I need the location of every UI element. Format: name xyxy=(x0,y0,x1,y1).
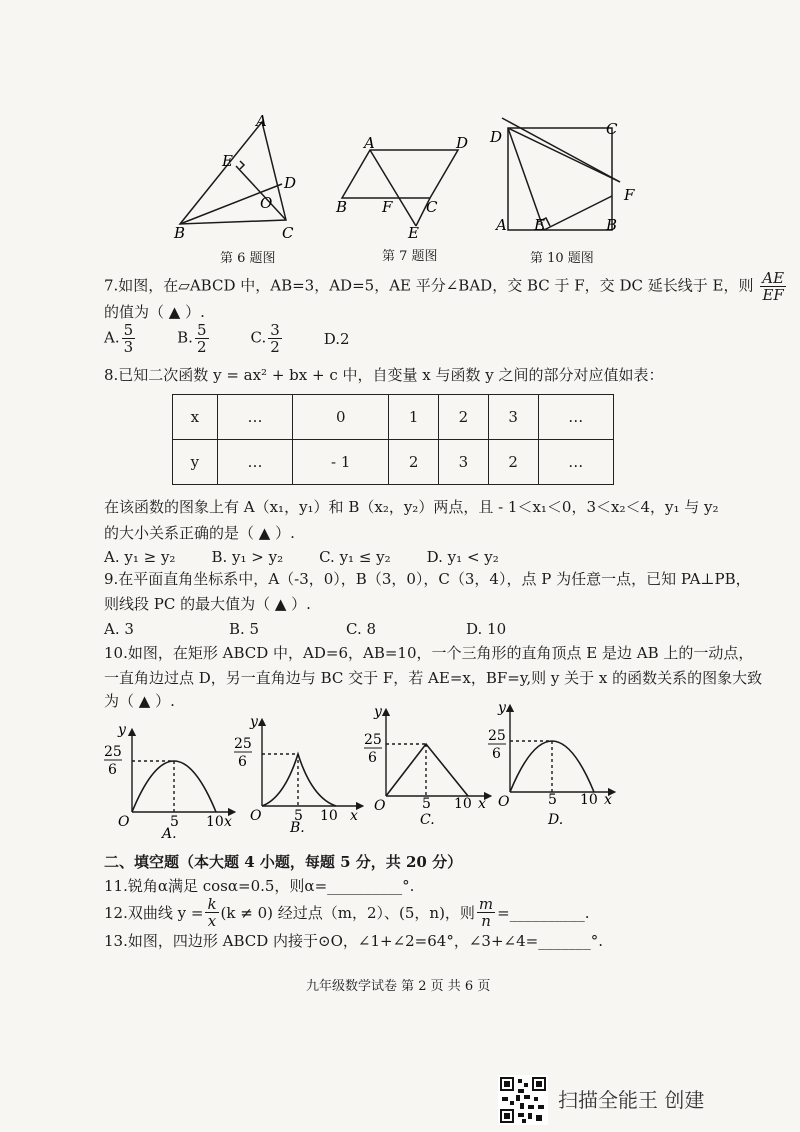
q8-cell: 1 xyxy=(389,395,439,440)
graph-b-peak-den: 6 xyxy=(238,754,247,770)
q7-option-b-key: B. xyxy=(177,328,193,347)
q7-option-b-den: 2 xyxy=(196,338,207,356)
q12-pre: 12.双曲线 y = xyxy=(104,903,204,922)
q12-den2: n xyxy=(481,912,491,930)
graph-a-x-label: x xyxy=(224,814,232,830)
q7-option-b-num: 5 xyxy=(196,321,207,339)
graph-d-x-label: x xyxy=(604,792,612,808)
q8-cell: 3 xyxy=(439,440,489,485)
q7-option-a-num: 5 xyxy=(123,321,134,339)
q7-option-a-frac xyxy=(122,322,136,355)
q7-option-c-frac xyxy=(268,322,282,355)
q8-cell: 2 xyxy=(488,440,538,485)
fig10-label-b: B xyxy=(606,216,618,234)
fig10-caption: 第 10 题图 xyxy=(530,251,594,266)
fig7-label-b: B xyxy=(336,198,348,216)
q7-option-b-frac xyxy=(195,322,209,355)
q9-option-b: B. 5 xyxy=(229,620,260,638)
q10-graph-a xyxy=(100,718,240,838)
q7-frac-num: AE xyxy=(762,269,785,287)
graph-d-key: D. xyxy=(548,812,564,825)
q10-line3: 为（ ▲ ）. xyxy=(104,692,175,710)
q12-mid: (k ≠ 0) 经过点（m，2）、(5，n)，则 xyxy=(220,903,475,922)
q7-option-c xyxy=(251,322,284,355)
q8-line3: 的大小关系正确的是（ ▲ ）. xyxy=(104,524,295,542)
page-footer: 九年级数学试卷 第 2 页 共 6 页 xyxy=(306,979,491,994)
graph-b-x-mid: 5 xyxy=(294,808,303,824)
fig6-label-o: O xyxy=(260,194,273,212)
figure-7 xyxy=(330,130,480,240)
q12-num: k xyxy=(207,895,217,913)
q8-cell: … xyxy=(538,395,613,440)
q7-option-c-den: 2 xyxy=(270,338,280,356)
q8-cell: 2 xyxy=(439,395,489,440)
q7-frac-den: EF xyxy=(762,286,784,304)
fig7-label-d: D xyxy=(456,134,469,152)
fig7-label-c: C xyxy=(426,198,438,216)
q8-cell: y xyxy=(173,440,218,485)
q8-value-table xyxy=(172,394,614,485)
graph-c-x-mid: 5 xyxy=(422,796,431,812)
graph-c-key: C. xyxy=(420,812,435,828)
scanner-watermark: 扫描全能王 创建 xyxy=(558,1088,705,1112)
q10-graph-b xyxy=(228,712,368,832)
graph-c-peak-num: 25 xyxy=(364,732,382,748)
q9-option-a: A. 3 xyxy=(104,620,134,638)
fig6-caption: 第 6 题图 xyxy=(220,251,276,266)
q12-den: x xyxy=(207,912,217,930)
q8-cell: x xyxy=(173,395,218,440)
q12-frac-k xyxy=(205,896,218,929)
fig10-label-d: D xyxy=(490,128,503,146)
graph-c-y-label: y xyxy=(374,704,382,720)
q7-options xyxy=(104,322,350,355)
q8-line2: 在该函数的图象上有 A（x₁，y₁）和 B（x₂，y₂）两点，且 - 1＜x₁＜0，3＜x₂＜4，y₁ 与 y₂ xyxy=(104,498,719,516)
q8-cell: 2 xyxy=(389,440,439,485)
graph-a-y-label: y xyxy=(118,722,126,738)
q11: 11.锐角α满足 cosα=0.5，则α=__________°. xyxy=(104,877,415,895)
q7-option-b xyxy=(177,322,210,355)
graph-b-x-end: 10 xyxy=(320,808,338,824)
q7-option-a-key: A. xyxy=(104,328,120,347)
graph-b-x-label: x xyxy=(350,808,358,824)
graph-d-y-label: y xyxy=(498,700,506,716)
q8-option-b: B. y₁ > y₂ xyxy=(211,548,284,566)
graph-b-key: B. xyxy=(290,820,305,832)
graph-b-y-label: y xyxy=(250,714,258,730)
q8-option-c: C. y₁ ≤ y₂ xyxy=(319,548,391,566)
graph-a-peak-den: 6 xyxy=(108,762,117,778)
qr-code-icon xyxy=(498,1075,548,1125)
graph-a-origin: O xyxy=(118,814,130,830)
fig10-label-c: C xyxy=(606,120,618,138)
q7-option-a-den: 3 xyxy=(123,338,134,356)
fig7-caption: 第 7 题图 xyxy=(382,249,438,264)
fig7-label-a: A xyxy=(364,134,375,152)
fig6-label-d: D xyxy=(284,174,297,192)
q7-fraction xyxy=(760,270,786,303)
q12 xyxy=(104,896,590,929)
q10-graph-c xyxy=(364,704,504,829)
q8-cell: 3 xyxy=(488,395,538,440)
graph-c-peak-den: 6 xyxy=(368,750,377,766)
fig6-label-e: E xyxy=(222,152,233,170)
graph-d-x-end: 10 xyxy=(580,792,598,808)
graph-d-origin: O xyxy=(498,794,510,810)
q12-frac-mn xyxy=(477,896,495,929)
graph-d-x-mid: 5 xyxy=(548,792,557,808)
q8-option-a: A. y₁ ≥ y₂ xyxy=(104,548,176,566)
q10-line2: 一直角边过点 D，另一直角边与 BC 交于 F，若 AE=x，BF=y,则 y 关于 x 的函数关系的图象大致 xyxy=(104,669,763,687)
figure-10 xyxy=(488,112,648,237)
fig6-label-c: C xyxy=(282,224,294,242)
graph-b-peak-num: 25 xyxy=(234,736,252,752)
q9-line2: 则线段 PC 的最大值为（ ▲ ）. xyxy=(104,595,311,613)
q7-option-c-num: 3 xyxy=(270,321,280,339)
figure-6 xyxy=(170,112,310,242)
q7-option-d-text: 2 xyxy=(340,329,350,348)
q7-text: 7.如图，在▱ABCD 中，AB=3，AD=5，AE 平分∠BAD，交 BC 于 F，交 DC 延长线于 E，则 xyxy=(104,276,754,295)
q8-option-d: D. y₁ < y₂ xyxy=(426,548,499,566)
q13: 13.如图，四边形 ABCD 内接于⊙O，∠1+∠2=64°，∠3+∠4=_______°. xyxy=(104,932,603,950)
fig6-label-a: A xyxy=(256,112,267,130)
q9-line1: 9.在平面直角坐标系中，A（-3，0），B（3，0），C（3，4），点 P 为任意一点，已知 PA⊥PB， xyxy=(104,570,751,588)
fig7-label-e: E xyxy=(408,224,419,240)
q7-stem xyxy=(104,270,788,303)
graph-a-key: A. xyxy=(162,826,177,838)
fig6-label-b: B xyxy=(174,224,186,242)
fig7-label-f: F xyxy=(382,198,393,216)
q8-cell: … xyxy=(217,440,292,485)
q12-tail: =__________. xyxy=(497,903,590,922)
fig10-label-f: F xyxy=(624,186,635,204)
q8-cell: … xyxy=(538,440,613,485)
q8-options xyxy=(104,547,499,567)
q7-option-c-key: C. xyxy=(250,328,267,347)
graph-a-peak-num: 25 xyxy=(104,744,122,760)
q8-stem: 8.已知二次函数 y = ax² + bx + c 中，自变量 x 与函数 y 之间的部分对应值如表： xyxy=(104,366,664,384)
q10-line1: 10.如图，在矩形 ABCD 中，AD=6，AB=10，一个三角形的直角顶点 E 是边 AB 上的一动点， xyxy=(104,644,754,662)
graph-b-origin: O xyxy=(250,808,262,824)
graph-c-x-label: x xyxy=(478,796,486,812)
graph-a-x-end: 10 xyxy=(206,814,224,830)
q7-option-d xyxy=(324,329,350,349)
section2-heading: 二、填空题（本大题 4 小题，每题 5 分，共 20 分） xyxy=(104,853,463,871)
q8-cell: 0 xyxy=(293,395,389,440)
fig10-label-e: E xyxy=(534,216,545,234)
graph-d-peak-num: 25 xyxy=(488,728,506,744)
graph-d-peak-den: 6 xyxy=(492,746,501,762)
graph-c-x-end: 10 xyxy=(454,796,472,812)
q12-num2: m xyxy=(478,895,494,913)
q10-graph-d xyxy=(488,700,628,825)
graph-c-origin: O xyxy=(374,798,386,814)
q9-option-d: D. 10 xyxy=(466,620,507,638)
q7-option-d-key: D. xyxy=(323,329,341,348)
graph-a-x-mid: 5 xyxy=(170,814,179,830)
q8-cell: … xyxy=(217,395,292,440)
q8-row-y xyxy=(173,440,614,485)
q7-tail: 的值为（ ▲ ）. xyxy=(104,303,205,321)
q8-row-x xyxy=(173,395,614,440)
q9-option-c: C. 8 xyxy=(346,620,377,638)
q7-option-a xyxy=(104,322,137,355)
q8-cell: - 1 xyxy=(293,440,389,485)
fig10-label-a: A xyxy=(496,216,507,234)
